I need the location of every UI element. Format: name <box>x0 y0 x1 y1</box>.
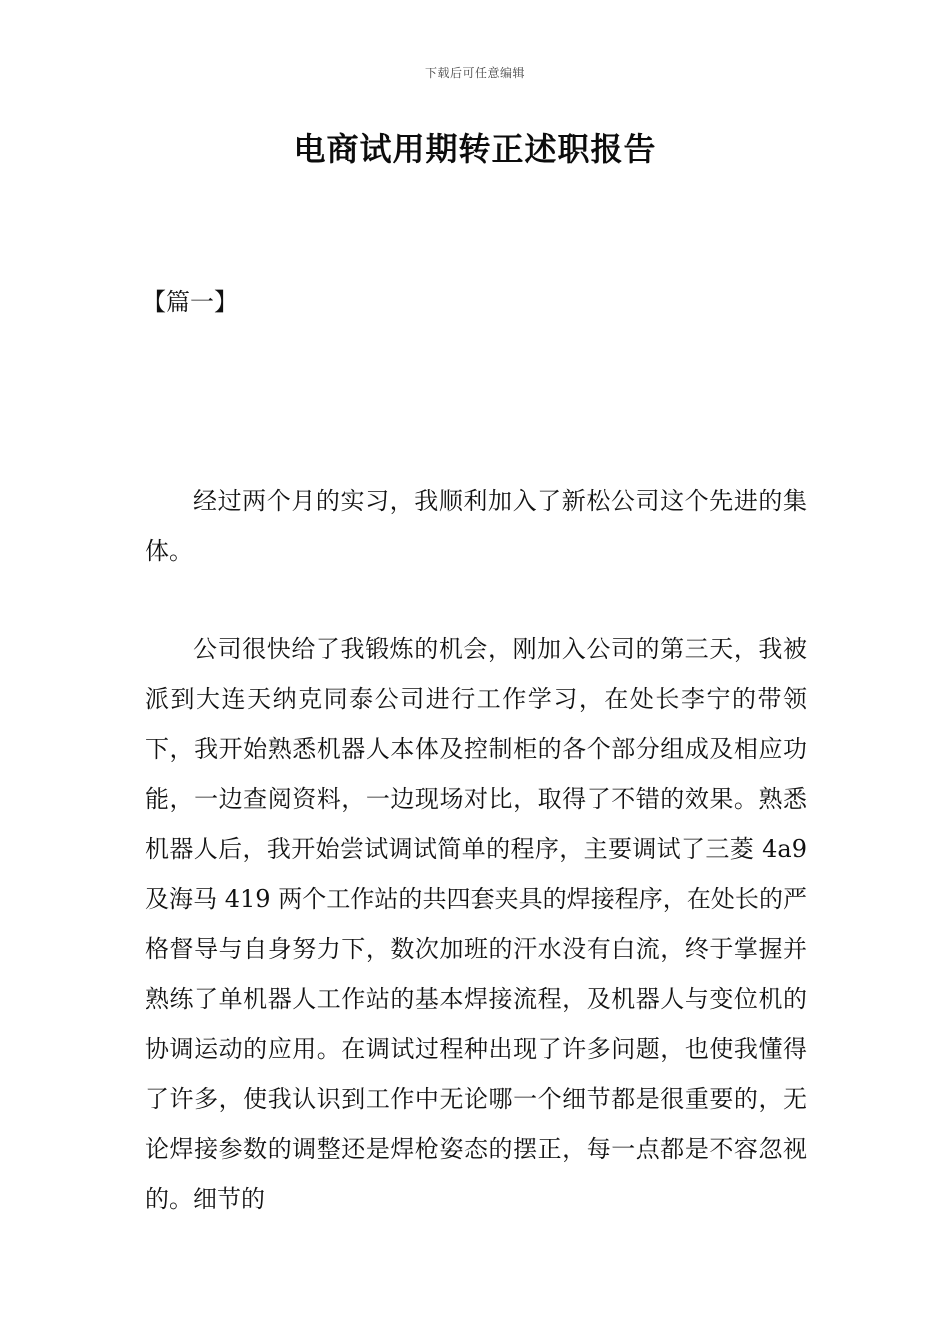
header-note: 下载后可任意编辑 <box>424 66 525 80</box>
paragraph-1: 经过两个月的实习，我顺利加入了新松公司这个先进的集体。 <box>145 487 807 565</box>
paragraph-2: 公司很快给了我锻炼的机会，刚加入公司的第三天，我被派到大连天纳克同泰公司进行工作学习，在处长李宁的带领下，我开始熟悉机器人本体及控制柜的各个部分组成及相应功能，一边查阅资料，一边现场对比，取得了不错的效果。熟悉机器人后，我开始尝试调试简单的程序，主要调试了三菱 4a9 及海马 419 两个工作站的共四套夹具的焊接程序，在处长的严格督导与自身努力下，数次加班的汗水没有白流，终于掌握并熟练了单机器人工作站的基本焊接流程，及机器人与变位机的协调运动的应用。在调试过程种出现了许多问题，也使我懂得了许多，使我认识到工作中无论哪一个细节都是很重要的，无论焊接参数的调整还是焊枪姿态的摆正，每一点都是不容忽视的。细节的 <box>145 635 807 1213</box>
section-label: 【篇一】 <box>142 288 238 316</box>
document-title: 电商试用期转正述职报告 <box>293 130 657 168</box>
